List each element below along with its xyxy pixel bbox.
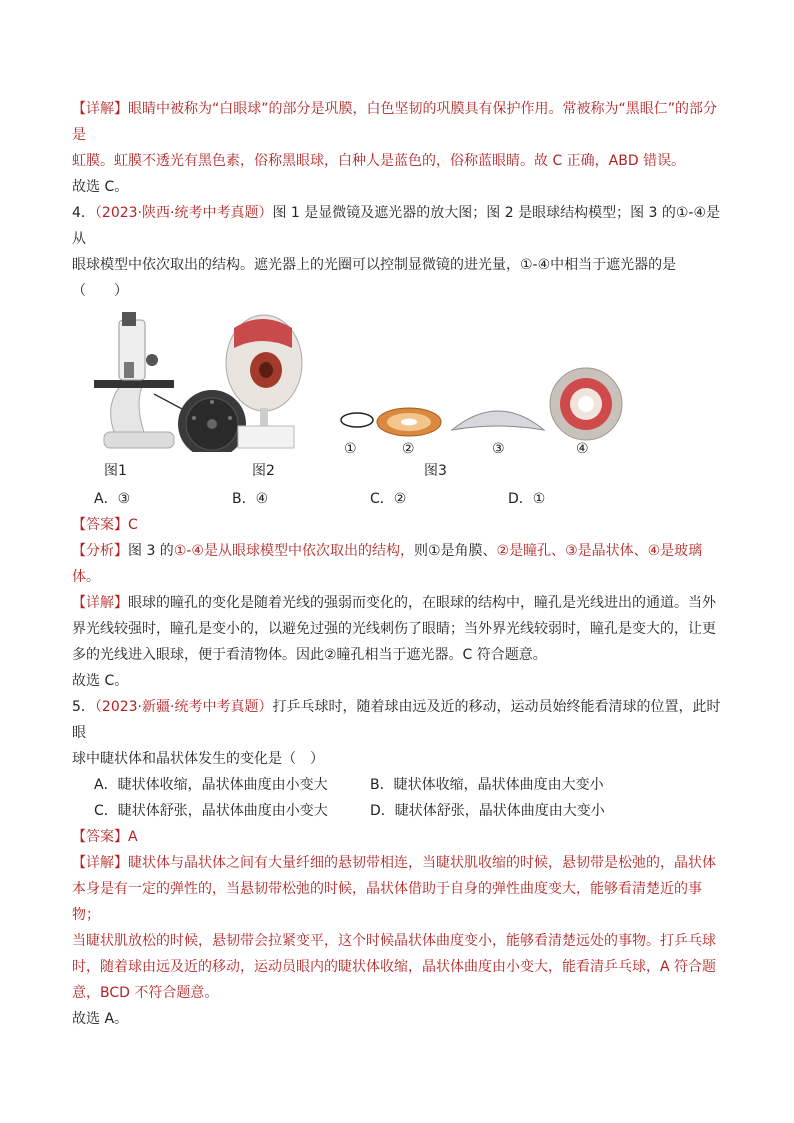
q4-number: 4． [72,205,95,221]
q4-analysis [72,538,722,590]
q5-options-row-2 [72,798,722,824]
q4-stem-1: 图 1 是显微镜及遮光器的放大图；图 2 是眼球结构模型；图 3 的①-④是从 [72,205,721,247]
q5-option-d[interactable]: D．睫状体舒张，晶状体曲度由大变小 [370,803,605,819]
q4-analysis-plain: 图 3 的 [128,543,174,559]
q4-option-b[interactable]: B．④ [232,491,269,507]
figure-number-4: ④ [576,441,589,457]
q3-detail-line-1 [72,96,722,148]
q4-answer-value: C [128,517,138,533]
q4-detail-line-1 [72,590,722,616]
q5-stem-line-2: 球中睫状体和晶状体发生的变化是（ ） [72,751,324,767]
q5-detail-line-3: 当睫状肌放松的时候，悬韧带会拉紧变平，这个时候晶状体曲度变小，能够看清楚远处的事物。打乒乓球 [72,933,716,949]
q4-option-d[interactable]: D．① [508,491,546,507]
q4-answer [72,512,722,538]
q3-conclusion: 故选 C。 [72,179,129,195]
q5-detail-line-5: 意，BCD 不符合题意。 [72,985,219,1001]
detail-tag: 【详解】 [72,101,128,117]
q4-analysis-plain-2: 则①是角膜、 [413,543,497,559]
figure-number-2: ② [402,441,415,457]
q5-option-b[interactable]: B．睫状体收缩，晶状体曲度由大变小 [370,777,604,793]
q5-detail-line-2: 本身是有一定的弹性的，当悬韧带松弛的时候，晶状体借助于自身的弹性曲度变大，能够看清楚近的事物； [72,881,702,923]
q4-detail-line-2: 界光线较强时，瞳孔是变小的，以避免过强的光线刺伤了眼睛；当外界光线较弱时，瞳孔是变大的，让更 [72,621,716,637]
q5-source: （2023·新疆·统考中考真题） [94,699,273,715]
q4-analysis-red-2: ②是瞳孔、③是晶状体、④是玻璃体。 [72,543,703,585]
q5-conclusion: 故选 A。 [72,1011,129,1027]
detail-tag: 【详解】 [72,855,128,871]
figure-number-3: ③ [492,441,505,457]
q5-answer [72,824,722,850]
q3-detail-line-2: 虹膜。虹膜不透光有黑色素，俗称黑眼球，白种人是蓝色的，俗称蓝眼睛。故 C 正确，ABD 错误。 [72,153,686,169]
answer-tag: 【答案】 [72,517,128,533]
figure-number-1: ① [344,441,357,457]
q4-options [72,486,722,512]
q4-figures [72,308,722,480]
figure-1-label: 图1 [104,463,127,479]
q5-answer-value: A [128,829,138,845]
lens-image [448,396,548,436]
q4-option-c[interactable]: C．② [370,491,407,507]
q4-detail-line-3: 多的光线进入眼球，便于看清物体。因此②瞳孔相当于遮光器。C 符合题意。 [72,647,547,663]
q3-detail-text-1: 眼睛中被称为“白眼球”的部分是巩膜，白色坚韧的巩膜具有保护作用。常被称为“黑眼仁”的部分是 [72,101,718,143]
q5-number: 5． [72,699,95,715]
figure-2-label: 图2 [252,463,275,479]
q4-stem-line-2: 眼球模型中依次取出的结构。遮光器上的光圈可以控制显微镜的进光量，①-④中相当于遮光器的是（ ） [72,257,677,299]
document-page [72,96,722,1032]
q5-options-row-1 [72,772,722,798]
q5-detail-line-1 [72,850,722,876]
q4-detail-1: 眼球的瞳孔的变化是随着光线的强弱而变化的，在眼球的结构中，瞳孔是光线进出的通道。当外 [128,595,716,611]
q5-option-c[interactable]: C．睫状体舒张，晶状体曲度由小变大 [94,803,328,819]
cornea-ring-image [337,408,377,432]
q4-conclusion: 故选 C。 [72,673,129,689]
q5-detail-line-4: 时，随着球由远及近的移动，运动员眼内的睫状体收缩，晶状体曲度由小变大，能看清乒乓球，A 符合题 [72,959,717,975]
q4-stem-line-1 [72,200,722,252]
q5-stem-line-1 [72,694,722,746]
detail-tag: 【详解】 [72,595,128,611]
q5-detail-1: 睫状体与晶状体之间有大量纤细的悬韧带相连，当睫状肌收缩的时候，悬韧带是松弛的，晶状体 [128,855,716,871]
q4-analysis-red: ①-④是从眼球模型中依次取出的结构， [173,543,414,559]
q5-stem-1: 打乒乓球时，随着球由远及近的移动，运动员始终能看清球的位置，此时眼 [72,699,721,741]
eye-model-image [222,308,308,452]
figure-3-label: 图3 [424,463,447,479]
vitreous-body-image [546,364,626,444]
q4-option-a[interactable]: A．③ [94,491,131,507]
q4-source: （2023·陕西·统考中考真题） [94,205,273,221]
analysis-tag: 【分析】 [72,543,128,559]
answer-tag: 【答案】 [72,829,128,845]
q5-option-a[interactable]: A．睫状体收缩，晶状体曲度由小变大 [94,777,328,793]
